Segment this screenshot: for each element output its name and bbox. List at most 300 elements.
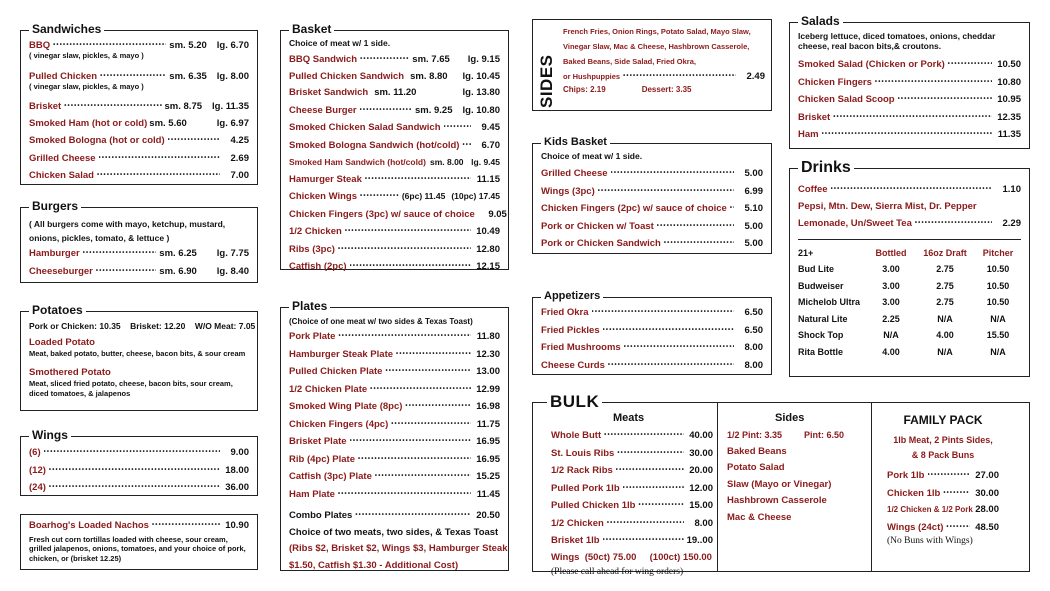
item-price: 15.25 [476, 471, 500, 482]
menu-item [289, 451, 500, 469]
beer-bottled: N/A [883, 330, 899, 340]
item-name: Whole Butt [551, 430, 602, 441]
item-price: 28.00 [975, 504, 999, 515]
item-name: 1/2 Chicken Plate [289, 383, 368, 395]
beer-draft: 2.75 [936, 297, 954, 307]
menu-item [29, 517, 249, 535]
menu-item [29, 263, 249, 281]
chips-price: Chips: 2.19 [563, 85, 606, 94]
item-price: 30.00 [689, 447, 713, 459]
item-description: ( vinegar slaw, pickles, & mayo ) [29, 51, 144, 60]
menu-item [289, 241, 500, 259]
item-name: Pulled Pork 1lb [551, 482, 620, 494]
menu-item [289, 85, 500, 102]
menu-item [551, 532, 713, 550]
beer-header: 16oz Draft [923, 247, 967, 258]
sides-section [532, 19, 772, 111]
menu-item [29, 40, 249, 51]
item-price-small: sm. 7.65 [412, 54, 450, 65]
item-name: Loaded Potato [29, 337, 95, 348]
dessert-price: Dessert: 3.35 [641, 85, 692, 94]
item-price: 19..00 [686, 535, 713, 546]
menu-item [551, 480, 713, 498]
sides-list: Vinegar Slaw, Mac & Cheese, Hashbrown Casserole, [563, 42, 750, 51]
menu-item [289, 119, 500, 137]
menu-item [29, 444, 249, 462]
item-name: Boarhog's Loaded Nachos [29, 520, 149, 531]
item-price: 2.29 [1002, 218, 1021, 229]
beer-bottled: 4.00 [882, 346, 900, 357]
item-price: 30.00 [975, 487, 999, 499]
item-price-large: lg. 7.75 [216, 248, 249, 259]
item-name: Pork or Chicken Sandwich [541, 238, 661, 249]
wings-section [20, 428, 258, 496]
drinks-section [789, 159, 1030, 377]
divider [798, 239, 1021, 240]
sides-vertical-title: SIDES [537, 54, 556, 108]
salads-description: Iceberg lettuce, diced tomatoes, onions, cheddar cheese, real bacon bits,& croutons. [798, 31, 996, 51]
menu-item [887, 519, 999, 537]
beer-table [798, 245, 1021, 361]
beer-name: Natural Lite [798, 313, 848, 324]
menu-item [289, 363, 500, 381]
combo-description: Choice of two meats, two sides, & Texas Toast [289, 526, 499, 538]
item-price: 9.45 [481, 122, 500, 133]
beer-draft: 2.75 [936, 264, 954, 274]
menu-item [887, 502, 999, 519]
beer-draft: N/A [937, 346, 953, 357]
combo-item [289, 507, 500, 525]
menu-item [289, 346, 500, 364]
burgers-description: ( All burgers come with mayo, ketchup, mustard, [29, 219, 226, 229]
item-name: Catfish (2pc) [289, 261, 347, 272]
item-name: Cheese Burger [289, 104, 357, 116]
item-price: 36.00 [225, 482, 249, 493]
item-name: Chicken Salad Scoop [798, 94, 895, 105]
item-name: 1/2 Chicken & 1/2 Pork [887, 505, 973, 514]
item-name: Chicken 1lb [887, 487, 941, 499]
beer-draft: N/A [937, 313, 953, 324]
menu-item [289, 416, 500, 434]
menu-item [289, 102, 500, 120]
item-price: 18.00 [225, 464, 249, 476]
item-name: Pulled Chicken Plate [289, 366, 383, 377]
menu-item [887, 485, 999, 503]
beer-name: Shock Top [798, 330, 844, 340]
item-name: Smoked Ham Sandwich (hot/cold) [289, 157, 426, 167]
item-name: Catfish (3pc) Plate [289, 471, 372, 482]
item-description: Fresh cut corn tortillas loaded with cheese, sour cream, grilled jalapenos, onions, tomatoes, and your choice of pork, chicken, or (brisket 12.25) [29, 534, 246, 563]
item-price: 12.99 [476, 383, 500, 395]
item-name: Cheese Curds [541, 359, 605, 371]
item-price: 11.75 [476, 418, 500, 430]
beer-pitcher: 10.50 [986, 264, 1010, 274]
item-name: Brisket [798, 111, 831, 123]
item-name: Brisket Sandwich [289, 87, 369, 98]
item-name: Smoked Bologna Sandwich (hot/cold) [289, 139, 460, 151]
menu-item [541, 165, 763, 183]
burgers-title: Burgers [29, 199, 81, 213]
item-price: 5.00 [744, 220, 763, 232]
item-price: 40.00 [689, 430, 713, 441]
menu-item [289, 137, 500, 155]
item-name: Wings (24ct) [887, 521, 944, 533]
beer-pitcher: N/A [990, 313, 1006, 324]
menu-item [798, 199, 1021, 216]
bulk-wings: Wings (50ct) 75.00 (100ct) 150.00 [551, 551, 712, 563]
menu-item [29, 462, 249, 480]
item-name: Pork 1lb [887, 470, 925, 481]
item-name: (6) [29, 447, 41, 458]
item-price: 11.15 [476, 173, 500, 185]
bulk-title: BULK [547, 392, 602, 412]
item-price: 20.00 [689, 465, 713, 476]
menu-item [551, 462, 713, 480]
item-price: 12.35 [997, 111, 1021, 123]
item-name: Wings (3pc) [541, 185, 595, 197]
item-price-large: lg. 8.00 [216, 71, 249, 82]
item-price: 12.15 [476, 261, 500, 272]
bulk-side-item: Hashbrown Casserole [727, 495, 827, 506]
item-name: Pulled Chicken Sandwich [289, 70, 405, 82]
menu-item [289, 433, 500, 451]
bulk-section [532, 392, 1030, 577]
item-name: Hamurger Steak [289, 173, 362, 185]
item-price: 4.25 [230, 135, 249, 146]
menu-item [798, 91, 1021, 109]
burgers-section [20, 199, 258, 283]
item-name: Brisket 1lb [551, 535, 600, 546]
menu-item [29, 71, 249, 82]
menu-item [541, 200, 763, 218]
sides-extras [563, 84, 765, 96]
basket-section [280, 22, 509, 272]
kids-basket-subtitle: Choice of meat w/ 1 side. [541, 151, 643, 161]
menu-item [563, 69, 765, 84]
item-price-large: lg. 10.80 [462, 104, 500, 116]
item-name: Smothered Potato [29, 367, 111, 378]
item-price-small: (6pc) 11.45 [401, 191, 446, 201]
menu-item [29, 150, 249, 168]
item-name: Chicken Fingers (4pc) [289, 418, 389, 430]
item-description: ( vinegar slaw, pickles, & mayo ) [29, 82, 144, 91]
item-price: 5.10 [744, 203, 763, 214]
item-price: 10.80 [997, 76, 1021, 88]
item-price: 8.00 [694, 517, 713, 529]
item-name: Pulled Chicken [29, 71, 98, 82]
item-price-small: sm. 5.20 [169, 40, 207, 51]
sandwiches-section [20, 22, 258, 185]
potatoes-section [20, 303, 258, 411]
menu-item [289, 486, 500, 504]
menu-item [798, 126, 1021, 144]
menu-item [541, 322, 763, 340]
salads-title: Salads [798, 14, 843, 28]
menu-item [289, 223, 500, 241]
beer-header: Pitcher [982, 247, 1014, 258]
menu-item [289, 206, 507, 224]
beer-bottled: 3.00 [882, 297, 900, 307]
menu-item [541, 235, 763, 253]
plates-subtitle: (Choice of one meat w/ two sides & Texas Toast) [289, 317, 473, 326]
item-price: 15.00 [689, 500, 713, 511]
item-name: 1/2 Chicken [551, 517, 604, 529]
sides-list: French Fries, Onion Rings, Potato Salad, Mayo Slaw, [563, 27, 751, 36]
half-pint-price: 1/2 Pint: 3.35 [727, 430, 783, 440]
item-name: or Hushpuppies [563, 72, 621, 81]
bulk-meats [551, 409, 713, 578]
menu-item [289, 468, 500, 486]
menu-item [541, 183, 763, 201]
menu-item [29, 167, 249, 185]
item-name: Brisket Plate [289, 436, 347, 447]
menu-item [289, 171, 500, 189]
item-name: Ribs (3pc) [289, 243, 335, 255]
item-price: 10.50 [997, 59, 1021, 70]
item-name: St. Louis Ribs [551, 447, 615, 459]
bulk-wings-note: (Please call ahead for wing orders) [551, 567, 684, 577]
bulk-sides-title: Sides [775, 412, 805, 424]
plates-title: Plates [289, 299, 330, 313]
item-name: Combo Plates [289, 510, 353, 521]
item-name: Grilled Cheese [541, 168, 608, 179]
menu-item [551, 445, 713, 463]
item-price: 10.90 [225, 520, 249, 531]
item-price-large: lg. 9.45 [471, 157, 500, 167]
item-price: 16.98 [476, 401, 500, 412]
drinks-title: Drinks [798, 159, 854, 177]
item-price-small: sm. 6.25 [159, 248, 197, 259]
beer-pitcher: N/A [990, 346, 1006, 357]
appetizers-section [532, 290, 772, 375]
item-name: Pepsi, Mtn. Dew, Sierra Mist, Dr. Pepper [798, 200, 977, 212]
item-name: (24) [29, 482, 46, 493]
beer-draft: 4.00 [936, 330, 954, 340]
item-price: 2.69 [230, 152, 249, 164]
item-name: Fried Pickles [541, 324, 600, 336]
item-price: 27.00 [975, 470, 999, 481]
beer-bottled: 3.00 [882, 264, 900, 274]
menu-item [289, 188, 500, 206]
item-price: 11.45 [476, 488, 500, 500]
item-price-large: lg. 9.15 [467, 54, 500, 65]
bulk-side-item: Baked Beans [727, 445, 787, 457]
salads-section [789, 14, 1030, 149]
bulk-sides-prices [727, 427, 877, 444]
item-name: BBQ [29, 40, 51, 51]
item-price: 5.00 [744, 168, 763, 179]
menu-item [289, 328, 500, 346]
menu-item [29, 98, 249, 116]
item-name: 1/2 Chicken [289, 226, 342, 237]
item-price: 10.95 [997, 94, 1021, 105]
item-price-large: lg. 10.45 [462, 70, 500, 82]
item-name: Chicken Fingers (3pc) w/ sauce of choice [289, 208, 475, 220]
beer-name: Bud Lite [798, 264, 834, 274]
item-name: Coffee [798, 184, 828, 195]
kids-basket-section [532, 136, 772, 254]
menu-item [887, 467, 999, 485]
item-price-large: lg. 13.80 [462, 87, 500, 98]
item-price-large: (10pc) 17.45 [451, 191, 500, 201]
menu-item [289, 398, 500, 416]
menu-item [29, 116, 249, 133]
menu-item [541, 218, 763, 236]
item-price-small: sm. 11.20 [374, 87, 417, 98]
item-name: Grilled Cheese [29, 152, 96, 164]
basket-title: Basket [289, 22, 334, 36]
item-price: 6.99 [744, 185, 763, 197]
beer-name: Budweiser [798, 280, 844, 291]
item-price-small: sm. 5.60 [149, 117, 187, 129]
item-name: Rib (4pc) Plate [289, 453, 355, 465]
menu-item [289, 69, 500, 86]
item-price: 6.50 [744, 307, 763, 318]
beer-name: Michelob Ultra [798, 297, 861, 307]
combo-extra: (Ribs $2, Brisket $2, Wings $3, Hamburger Steak [289, 543, 508, 554]
item-name: Smoked Wing Plate (8pc) [289, 401, 403, 412]
item-price: 9.05 [488, 208, 507, 220]
bulk-meats-title: Meats [613, 412, 645, 424]
item-price: 6.70 [481, 139, 500, 151]
menu-item [29, 132, 249, 150]
item-price-large: lg. 6.70 [216, 40, 249, 51]
item-name: Pulled Chicken 1lb [551, 500, 636, 511]
menu-item [551, 427, 713, 445]
beer-pitcher: 10.50 [986, 280, 1010, 291]
menu-item [541, 339, 763, 357]
menu-item [541, 304, 763, 322]
item-price: 6.50 [744, 324, 763, 336]
burgers-description: onions, pickles, tomato, & lettuce ) [29, 233, 170, 243]
item-price-small: sm. 8.75 [164, 101, 203, 112]
sides-list: Baked Beans, Side Salad, Fried Okra, [563, 57, 696, 66]
bulk-side-item: Slaw (Mayo or Vinegar) [727, 478, 832, 490]
item-name: Smoked Bologna (hot or cold) [29, 135, 165, 146]
item-name: Chicken Fingers [798, 76, 872, 88]
item-price: 12.80 [476, 243, 500, 255]
menu-item [798, 215, 1021, 233]
item-price: 10.49 [476, 226, 500, 237]
appetizers-title: Appetizers [541, 289, 603, 303]
family-pack-title: FAMILY PACK [903, 413, 983, 427]
family-pack-description: & 8 Pack Buns [911, 450, 975, 460]
bulk-side-item: Potato Salad [727, 462, 785, 473]
item-price: 2.49 [746, 71, 765, 82]
item-name: Brisket [29, 101, 62, 112]
item-price-small: sm. 6.35 [169, 71, 207, 82]
item-price: 13.00 [476, 366, 500, 377]
item-price-small: sm. 9.25 [415, 104, 453, 116]
item-name: Fried Mushrooms [541, 342, 621, 353]
item-price: 7.00 [230, 170, 249, 181]
item-name: Chicken Salad [29, 170, 94, 181]
item-description: Meat, baked potato, butter, cheese, bacon bits, & sour cream [29, 349, 246, 358]
menu-item [798, 74, 1021, 92]
item-name: Smoked Chicken Salad Sandwich [289, 122, 441, 133]
bulk-side-item: Mac & Cheese [727, 511, 792, 523]
item-price-large: lg. 6.97 [216, 117, 249, 129]
basket-subtitle: Choice of meat w/ 1 side. [289, 38, 391, 48]
menu-item [798, 56, 1021, 74]
item-price: 16.95 [476, 453, 500, 465]
beer-bottled: 3.00 [882, 280, 900, 291]
beer-bottled: 2.25 [882, 313, 900, 324]
item-price: 11.35 [997, 129, 1021, 140]
beer-header: Bottled [875, 247, 907, 258]
menu-item [551, 497, 713, 515]
item-name: Hamburger Steak Plate [289, 348, 394, 360]
item-price-large: lg. 11.35 [212, 101, 249, 112]
family-pack-description: 1lb Meat, 2 Pints Sides, [893, 435, 993, 445]
beer-header: 21+ [798, 247, 814, 258]
item-price: 8.00 [744, 359, 763, 371]
item-price: 48.50 [975, 521, 999, 533]
menu-item [289, 381, 500, 399]
family-pack [887, 411, 999, 547]
bulk-divider [717, 403, 718, 571]
menu-item [798, 109, 1021, 127]
potatoes-title: Potatoes [29, 303, 86, 317]
item-name: Cheeseburger [29, 265, 93, 277]
item-price: 11.80 [476, 331, 500, 342]
item-name: Smoked Ham (hot or cold) [29, 117, 148, 129]
item-name: Smoked Salad (Chicken or Pork) [798, 59, 945, 70]
menu-item [29, 479, 249, 497]
beer-pitcher: 15.50 [986, 330, 1010, 340]
beer-pitcher: 10.50 [986, 297, 1010, 307]
bulk-sides [727, 409, 877, 526]
item-price: 12.00 [689, 482, 713, 494]
item-name: Chicken Fingers (2pc) w/ sauce of choice [541, 203, 727, 214]
bulk-divider [871, 403, 872, 571]
combo-extra: $1.50, Catfish $1.30 - Additional Cost) [289, 559, 459, 571]
menu-item [798, 181, 1021, 199]
item-name: Ham Plate [289, 488, 335, 500]
nachos-section [20, 514, 258, 570]
beer-name: Rita Bottle [798, 346, 843, 357]
item-name: Chicken Wings [289, 191, 358, 202]
item-name: Pork or Chicken w/ Toast [541, 220, 654, 232]
item-price: 20.50 [476, 510, 500, 521]
item-price: 16.95 [476, 436, 500, 447]
menu-item [551, 515, 713, 533]
item-price-large: lg. 8.40 [216, 265, 249, 277]
item-name: Fried Okra [541, 307, 589, 318]
beer-draft: 2.75 [936, 280, 954, 291]
menu-item [541, 357, 763, 375]
sandwiches-title: Sandwiches [29, 22, 104, 36]
plates-section [280, 299, 509, 571]
potatoes-prices: Pork or Chicken: 10.35 Brisket: 12.20 W/O Meat: 7.05 [29, 321, 256, 331]
item-price-small: sm. 6.90 [159, 265, 197, 277]
item-price-small: sm. 8.80 [410, 70, 448, 82]
item-name: Lemonade, Un/Sweet Tea [798, 218, 912, 229]
item-price: 9.00 [230, 447, 249, 458]
family-pack-note: (No Buns with Wings) [887, 536, 973, 546]
item-price: 5.00 [744, 238, 763, 249]
item-name: (12) [29, 464, 46, 476]
wings-title: Wings [29, 428, 71, 442]
menu-item [289, 258, 500, 276]
item-name: Pork Plate [289, 331, 336, 342]
item-name: 1/2 Rack Ribs [551, 465, 613, 476]
item-name: Ham [798, 129, 819, 140]
kids-basket-title: Kids Basket [541, 135, 610, 149]
item-price-small: sm. 8.00 [429, 157, 464, 167]
item-price: 8.00 [744, 342, 763, 353]
item-name: BBQ Sandwich [289, 54, 358, 65]
